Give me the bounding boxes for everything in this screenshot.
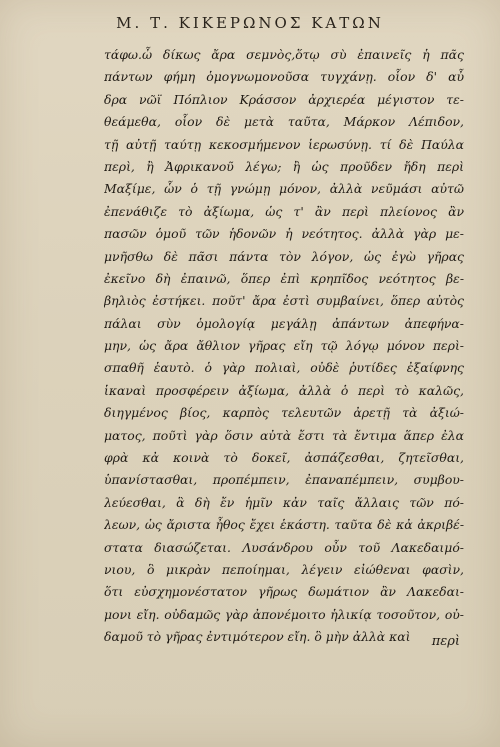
text-line: ἱκαναὶ προσφέρειν ἀξίωμα, ἀλλὰ ὁ περὶ τὸ καλῶς, [104,382,464,398]
text-line: ἐκεῖνο δὴ ἐπαινῶ, ὅπερ ἐπὶ κρηπῖδος νεότητος βε- [104,270,464,286]
text-line: λεων, ὡς ἄριστα ἦθος ἔχει ἑκάστη. ταῦτα δὲ κἀ ἀκριβέ- [104,517,464,533]
text-line: ματος, ποῦτὶ γὰρ ὅσιν αὐτὰ ἔστι τὰ ἔντιμα ἅπερ ἐλα [104,427,464,443]
text-line: δρα νῶϊ Πόπλιον Κράσσον ἀρχιερέα μέγιστον τε- [104,91,464,107]
text-line: μην, ὡς ἄρα ἄθλιον γῆρας εἴη τῷ λόγῳ μόνον περὶ- [104,338,464,354]
text-line: λεύεσθαι, ἃ δὴ ἔν ἡμῖν κἀν ταῖς ἄλλαις τῶν πό- [104,494,464,510]
text-line: δαμοῦ τὸ γῆρας ἐντιμότερον εἴη. ὃ μὴν ἀλλὰ καὶ [104,629,411,645]
text-line: νιου, ὃ μικρὰν πεποίημαι, λέγειν εἰώθεναι φασὶν, [104,561,464,577]
text-line: Μαξίμε, ὧν ὁ τῇ γνώμῃ μόνον, ἀλλὰ νεῦμάσι αὐτῶ [104,181,464,197]
text-line: θεάμεθα, οἷον δὲ μετὰ ταῦτα, Μάρκον Λέπιδον, [104,114,464,130]
text-line: περὶ, ἢ Ἀφρικανοῦ λέγω; ἢ ὡς προῦδεν ἤδη περὶ [104,158,464,174]
text-line: πάλαι σὺν ὁμολογίᾳ μεγάλῃ ἀπάντων ἀπεφήνα- [104,315,464,331]
text-line: μονι εἴη. οὐδαμῶς γὰρ ἀπονέμοιτο ἡλικίᾳ τοσοῦτον, οὐ- [104,606,464,622]
text-line: βηλιὸς ἐστήκει. ποῦτ' ἄρα ἐστὶ συμβαίνει, ὅπερ αὐτὸς [104,293,464,309]
text-line: σπαθῆ ἑαυτὸ. ὁ γὰρ πολιαὶ, οὐδὲ ῥυτίδες ἐξαίφνης [104,360,464,376]
text-line: φρὰ κἀ κοινὰ τὸ δοκεῖ, ἀσπάζεσθαι, ζητεῖσθαι, [104,450,464,466]
text-line: τάφω.ὦ δίκως ἄρα σεμνὸς,ὅτῳ σὺ ἐπαινεῖς ἡ πᾶς [104,47,464,62]
text-line: διηγμένος βίος, καρπὸς τελευτῶν ἀρετῇ τὰ ἀξιώ- [104,405,464,421]
text-line: τῇ αὐτῇ ταύτῃ κεκοσμήμενον ἱερωσύνῃ. τί δὲ Παύλα [104,136,464,152]
text-line: μνῆσθω δὲ πᾶσι πάντα τὸν λόγον, ὡς ἐγὼ γῆρας [104,248,464,264]
text-line: ὅτι εὐσχημονέστατον γῆρως δωμάτιον ἂν Λακεδαι- [104,584,464,600]
text-line: ὑπανίστασθαι, προπέμπειν, ἐπαναπέμπειν, συμβου- [104,472,464,488]
text-line: πασῶν ὁμοῦ τῶν ἡδονῶν ἡ νεότητος. ἀλλὰ γὰρ με- [104,226,464,242]
text-line: στατα διασώζεται. Λυσάνδρου οὖν τοῦ Λακεδαιμό- [104,539,464,555]
catchword: περὶ [431,634,460,649]
running-title: Μ. Τ. ΚΙΚΕΡΩΝΟΣ ΚΑΤΩΝ [116,14,384,32]
greek-text-block [104,44,464,649]
text-line: πάντων φήμη ὁμογνωμονοῦσα τυγχάνῃ. οἷον δ' αὖ [104,69,464,85]
text-line: ἐπενάθιζε τὸ ἀξίωμα, ὡς τ' ἂν περὶ πλείονος ἂν [104,203,464,219]
